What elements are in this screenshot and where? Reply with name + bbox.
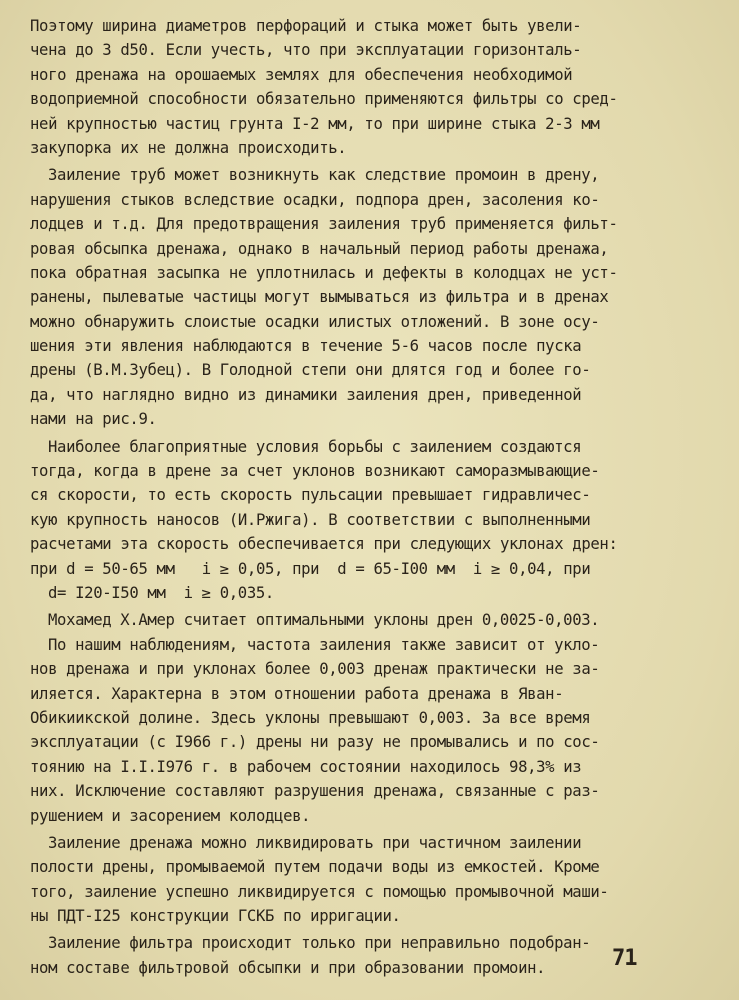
paragraph-observations xyxy=(30,633,710,828)
text-line: кую крупность наносов (И.Ржига). В соответствии с выполненными xyxy=(30,510,591,529)
text-line: рушением и засорением колодцев. xyxy=(30,806,311,825)
text-line: ровая обсыпка дренажа, однако в начальный период работы дренажа, xyxy=(30,239,609,258)
text-line: закупорка их не должна происходить. xyxy=(30,138,347,157)
text-line: ного дренажа на орошаемых землях для обеспечения необходимой xyxy=(30,65,573,84)
text-line: полости дрены, промываемой путем подачи воды из емкостей. Кроме xyxy=(30,858,600,877)
text-line: Заиление фильтра происходит только при неправильно подобран- xyxy=(48,934,591,953)
text-line: ны ПДТ-I25 конструкции ГСКБ по ирригации. xyxy=(30,907,401,926)
text-line: Заиление дренажа можно ликвидировать при частичном заилении xyxy=(48,833,582,852)
text-line: дрены (В.М.Зубец). В Голодной степи они длятся год и более го- xyxy=(30,361,591,380)
text-line: ном составе фильтровой обсыпки и при образовании промоин. xyxy=(30,958,546,977)
text-line: иляется. Характерна в этом отношении работа дренажа в Яван- xyxy=(30,684,564,703)
text-line: d= I20-I50 мм i ≥ 0,035. xyxy=(48,583,274,602)
text-line: тоянию на I.I.I976 г. в рабочем состоянии находилось 98,3% из xyxy=(30,757,582,776)
body-text xyxy=(30,14,710,980)
text-line: расчетами эта скорость обеспечивается при следующих уклонах дрен: xyxy=(30,535,618,554)
text-line: По нашим наблюдениям, частота заиления также зависит от укло- xyxy=(48,635,600,654)
text-line: Наиболее благоприятные условия борьбы с заилением создаются xyxy=(48,437,582,456)
text-line: водоприемной способности обязательно применяются фильтры со сред- xyxy=(30,90,618,109)
text-line: можно обнаружить слоистые осадки илистых отложений. В зоне осу- xyxy=(30,312,600,331)
text-line: лодцев и т.д. Для предотвращения заиления труб применяется фильт- xyxy=(30,215,618,234)
text-line: нов дренажа и при уклонах более 0,003 дренаж практически не за- xyxy=(30,660,600,679)
text-line: ранены, пылеватые частицы могут вымываться из фильтра и в дренах xyxy=(30,288,609,307)
text-line: тогда, когда в дрене за счет уклонов возникают саморазмывающие- xyxy=(30,462,600,481)
text-line: чена до 3 d50. Если учесть, что при эксплуатации горизонталь- xyxy=(30,41,582,60)
paragraph-favorable-conditions xyxy=(30,435,710,606)
text-line: ней крупностью частиц грунта I-2 мм, то при ширине стыка 2-3 мм xyxy=(30,114,600,133)
text-line: Заиление труб может возникнуть как следствие промоин в дрену, xyxy=(48,166,600,185)
text-line: да, что наглядно видно из динамики заиления дрен, приведенной xyxy=(30,385,582,404)
text-line: Обикиикской долине. Здесь уклоны превышают 0,003. За все время xyxy=(30,708,591,727)
text-line: Мохамед Х.Амер считает оптимальными уклоны дрен 0,0025-0,003. xyxy=(48,611,600,630)
paragraph-partial-siltation xyxy=(30,831,710,929)
paragraph-joint-width xyxy=(30,14,710,160)
paragraph-optimal-slopes xyxy=(30,608,710,632)
text-line: Поэтому ширина диаметров перфораций и стыка может быть увели- xyxy=(30,17,582,35)
text-line: ся скорости, то есть скорость пульсации превышает гидравличес- xyxy=(30,486,591,505)
page-number: 71 xyxy=(612,946,637,971)
text-line: них. Исключение составляют разрушения дренажа, связанные с раз- xyxy=(30,782,600,801)
paragraph-filter-siltation xyxy=(30,931,710,980)
paragraph-pipe-siltation xyxy=(30,163,710,431)
text-line: пока обратная засыпка не уплотнилась и дефекты в колодцах не уст- xyxy=(30,263,618,282)
text-line: эксплуатации (с I966 г.) дрены ни разу не промывались и по сос- xyxy=(30,733,600,752)
text-line: шения эти явления наблюдаются в течение 5-6 часов после пуска xyxy=(30,337,582,356)
text-line: при d = 50-65 мм i ≥ 0,05, при d = 65-I00 мм i ≥ 0,04, при xyxy=(30,559,591,578)
text-line: того, заиление успешно ликвидируется с помощью промывочной маши- xyxy=(30,882,609,901)
text-line: нарушения стыков вследствие осадки, подпора дрен, засоления ко- xyxy=(30,190,600,209)
text-line: нами на рис.9. xyxy=(30,410,157,429)
